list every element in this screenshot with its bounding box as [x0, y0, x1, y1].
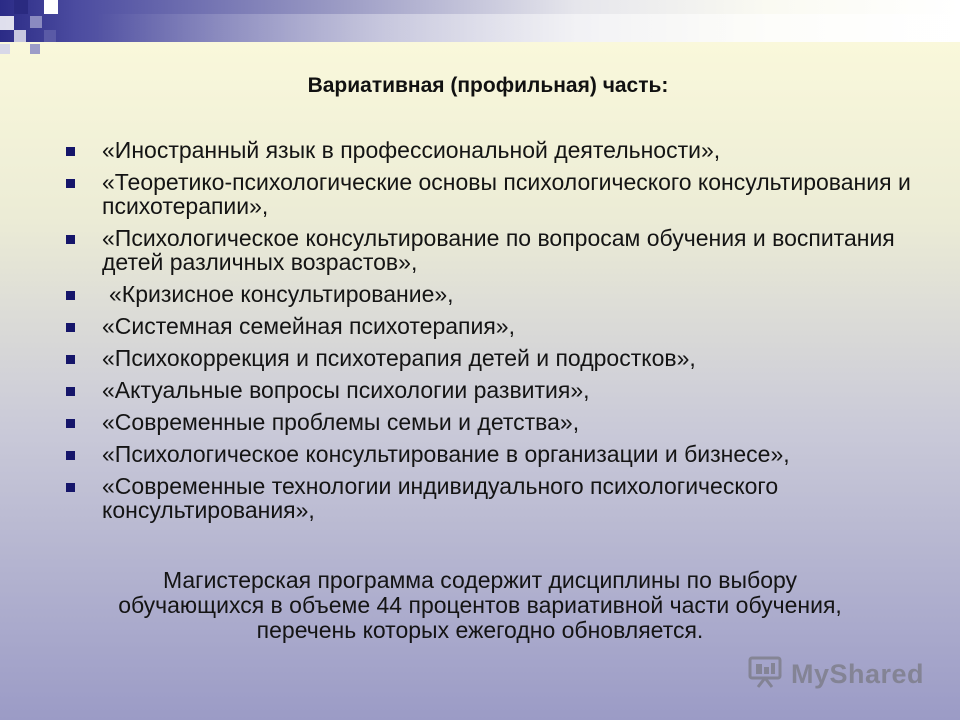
square-bullet-icon [66, 291, 75, 300]
square-bullet-icon [66, 451, 75, 460]
watermark [747, 655, 924, 694]
list-item [66, 314, 926, 338]
list-item [66, 346, 926, 370]
list-item-text: «Кризисное консультирование», [109, 281, 454, 307]
square-bullet-icon [66, 387, 75, 396]
list-item-text: «Иностранный язык в профессиональной деятельности», [102, 137, 721, 163]
slide-title: Вариативная (профильная) часть: [307, 74, 669, 97]
list-item [66, 226, 926, 274]
header-band-highlight [0, 14, 960, 42]
list-item [66, 410, 926, 434]
list-item-text: «Современные технологии индивидуального психологического консультирования», [102, 473, 779, 523]
square-bullet-icon [66, 323, 75, 332]
list-item [66, 378, 926, 402]
square-bullet-icon [66, 235, 75, 244]
list-item [66, 170, 926, 218]
list-item [66, 138, 926, 162]
list-item-text: «Психологическое консультирование в организации и бизнесе», [102, 441, 790, 467]
square-bullet-icon [66, 419, 75, 428]
decorative-square [14, 0, 28, 14]
decorative-square [44, 30, 56, 42]
decorative-square [0, 16, 14, 30]
list-item-text: «Системная семейная психотерапия», [102, 313, 515, 339]
discipline-list [66, 138, 926, 530]
program-note: Магистерская программа содержит дисциплины по выбору обучающихся в объеме 44 процентов вариативной части обучения, перечень которых ежегодно обновляется. [118, 567, 842, 643]
presentation-board-icon [747, 655, 783, 694]
decorative-square [30, 44, 40, 54]
square-bullet-icon [66, 147, 75, 156]
list-item-text: «Теоретико-психологические основы психологического консультирования и психотерапии», [102, 169, 911, 219]
decorative-square [30, 16, 42, 28]
square-bullet-icon [66, 355, 75, 364]
list-item [66, 474, 926, 522]
list-item-text: «Современные проблемы семьи и детства», [102, 409, 580, 435]
decorative-square [0, 44, 10, 54]
list-item-text: «Актуальные вопросы психологии развития», [102, 377, 590, 403]
decorative-square [14, 30, 26, 42]
list-item [66, 442, 926, 466]
square-bullet-icon [66, 483, 75, 492]
decorative-square [44, 0, 58, 14]
list-item-text: «Психокоррекция и психотерапия детей и подростков», [102, 345, 696, 371]
watermark-text: MyShared [790, 659, 924, 689]
square-bullet-icon [66, 179, 75, 188]
list-item [66, 282, 926, 306]
list-item-text: «Психологическое консультирование по вопросам обучения и воспитания детей различных возрастов», [102, 225, 895, 275]
